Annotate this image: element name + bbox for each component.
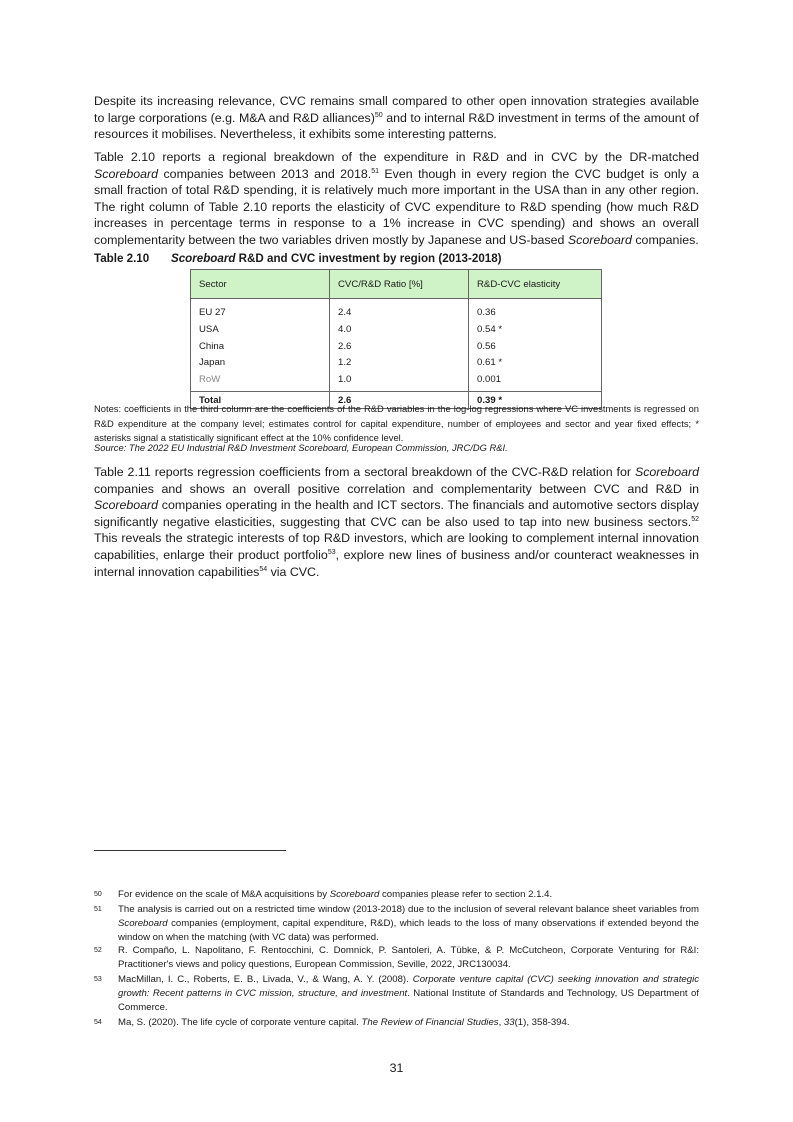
table-title-emphasis: Scoreboard <box>171 252 236 265</box>
footnote-53 <box>94 973 699 1015</box>
cell-total-ratio: 2.6 <box>330 392 469 409</box>
cell-sector: EU 27 <box>191 299 330 322</box>
column-header-ratio: CVC/R&D Ratio [%] <box>330 270 469 299</box>
footnote-number: 54 <box>94 1019 102 1026</box>
footnote-54 <box>94 1016 699 1030</box>
page-number: 31 <box>389 1061 404 1075</box>
footnote-separator <box>94 850 286 851</box>
cell-total-elasticity: 0.39 * <box>469 392 602 409</box>
footnote-50 <box>94 888 699 902</box>
cell-ratio: 2.4 <box>330 299 469 322</box>
footnote-text: The analysis is carried out on a restricted time window (2013-2018) due to the inclusion of several relevant balance sheet variables from Scoreboard companies (employment, capital expenditure, R&D), which leads to the loss of many observations if extended beyond the window on when the matching (with VC data) was performed. <box>118 904 699 943</box>
cell-ratio: 2.6 <box>330 338 469 355</box>
cell-ratio: 1.0 <box>330 371 469 391</box>
cell-elasticity: 0.001 <box>469 371 602 391</box>
footnote-number: 50 <box>94 891 102 898</box>
footnote-number: 51 <box>94 906 102 913</box>
cell-sector: RoW <box>191 371 330 391</box>
cell-ratio: 4.0 <box>330 321 469 338</box>
cell-sector: Japan <box>191 355 330 372</box>
cell-sector: USA <box>191 321 330 338</box>
footnote-ref[interactable]: 53 <box>327 548 336 556</box>
paragraph-cvc-relevance: Despite its increasing relevance, CVC remains small compared to other open innovation strategies available to large corporations (e.g. M&A and R&D alliances)$^{50}$ and to internal R&D investment in terms of the amount of resources it mobilises. Nevertheless, it exhibits some interesting patterns. <box>94 94 699 142</box>
table-row <box>191 321 602 338</box>
footnote-text: Ma, S. (2020). The life cycle of corporate venture capital. The Review of Financial Studies, 33(1), 358-394. <box>118 1017 570 1028</box>
footnote-number: 53 <box>94 976 102 983</box>
cell-elasticity: 0.36 <box>469 299 602 322</box>
paragraph-table-2-10-intro: Table 2.10 reports a regional breakdown of the expenditure in R&D and in CVC by the DR-matched Scoreboard companies between 2013 and 2018.51 Even though in every region the CVC budget is only a small fraction of total R&D spending, it is relatively much more important in the USA than in any other region. The right column of Table 2.10 reports the elasticity of CVC expenditure to R&D spending (how much R&D increases in percentage terms in response to a 1% increase in CVC spending) and shows an overall complementarity between the two variables driven mostly by Japanese and US-based Scoreboard companies. <box>94 150 699 247</box>
cell-elasticity: 0.56 <box>469 338 602 355</box>
table-caption <box>94 252 502 265</box>
table-number: Table 2.10 <box>94 252 150 265</box>
cell-elasticity: 0.54 * <box>469 321 602 338</box>
footnote-ref[interactable]: 52 <box>691 515 699 523</box>
footnote-text: For evidence on the scale of M&A acquisitions by Scoreboard companies please refer to section 2.1.4. <box>118 889 553 900</box>
footnote-number: 52 <box>94 947 102 954</box>
footnote-text: MacMillan, I. C., Roberts, E. B., Livada, V., & Wang, A. Y. (2008). Corporate venture capital (CVC) seeking innovation and strategic growth: Recent patterns in CVC mission, structure, and investment. National Institute of Standards and Technology, US Department of Commerce. <box>118 974 700 1013</box>
column-header-sector: Sector <box>191 270 330 299</box>
column-header-elasticity: R&D-CVC elasticity <box>469 270 602 299</box>
paragraph-table-2-11-intro: Table 2.11 reports regression coefficients from a sectoral breakdown of the CVC-R&D relation for Scoreboard companies and shows an overall positive correlation and complementarity between CVC and R&D in Scoreboard companies operating in the health and ICT sectors. The financials and automotive sectors display significantly negative elasticities, suggesting that CVC can be also used to tap into new business sectors.$^{52}$ This reveals the strategic interests of top R&D investors, which are looking to complement internal innovation capabilities, enlarge their product portfolio$^{53}$, explore new lines of business and/or counteract weaknesses in internal innovation capabilities$^{54}$ via CVC. <box>94 465 699 579</box>
cell-sector: China <box>191 338 330 355</box>
table-title: R&D and CVC investment by region (2013-2018) <box>235 252 502 265</box>
footnote-ref[interactable]: 50 <box>374 111 383 119</box>
table-header-row <box>191 270 602 299</box>
cell-elasticity: 0.61 * <box>469 355 602 372</box>
cell-total-label: Total <box>191 392 330 409</box>
table-source: Source: The 2022 EU Industrial R&D Investment Scoreboard, European Commission, JRC/DG R&I. <box>94 442 508 453</box>
table-notes: Notes: coefficients in the third column are the coefficients of the R&D variables in the log-log regressions where VC investments is regressed on R&D expenditure at the company level; estimates control for capital expenditure, number of employees and sector and year fixed effects; * asterisks signal a statistically significant effect at the 10% confidence level. <box>94 403 699 444</box>
table-row <box>191 338 602 355</box>
table-row <box>191 371 602 391</box>
cell-ratio: 1.2 <box>330 355 469 372</box>
footnote-52 <box>94 944 699 972</box>
table-row <box>191 299 602 322</box>
footnote-ref[interactable]: 51 <box>371 167 379 175</box>
table-row <box>191 355 602 372</box>
footnote-51 <box>94 903 699 945</box>
footnote-text: R. Compaño, L. Napolitano, F. Rentocchini, C. Domnick, P. Santoleri, A. Tübke, & P. McCutcheon, Corporate Venturing for R&I: Practitioner's views and policy questions, European Commission, Seville, 2022, JRC130034. <box>118 945 699 970</box>
footnote-ref[interactable]: 54 <box>259 565 268 573</box>
rd-cvc-table <box>190 269 602 409</box>
